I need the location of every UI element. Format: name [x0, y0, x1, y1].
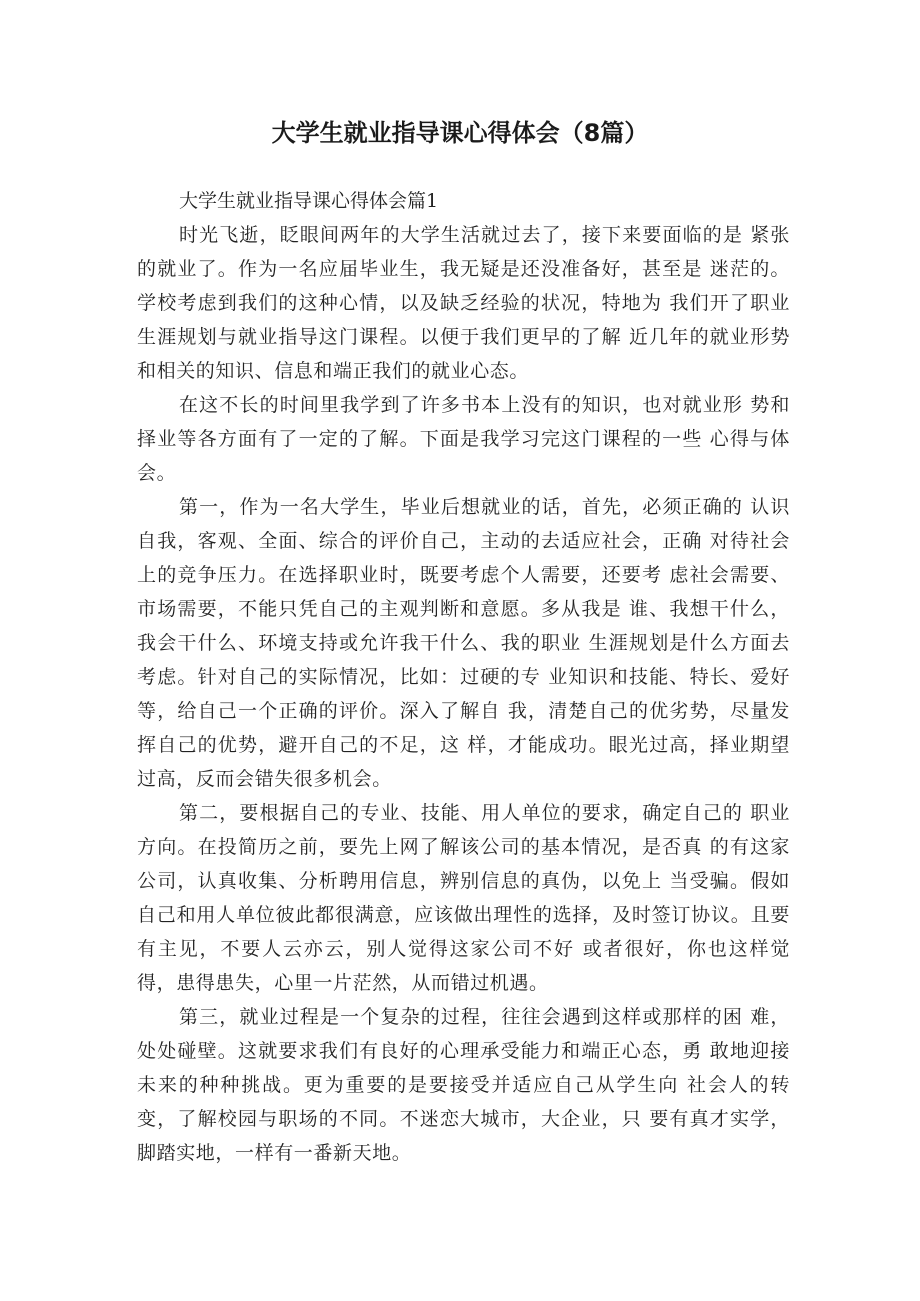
paragraph-2: 在这不长的时间里我学到了许多书本上没有的知识，也对就业形 势和择业等各方面有了一定的了解。下面是我学习完这门课程的一些 心得与体会。 [137, 394, 790, 484]
paragraph-3: 第一，作为一名大学生，毕业后想就业的话，首先，必须正确的 认识自我，客观、全面、综合的评价自己，主动的去适应社会，正确 对待社会上的竞争压力。在选择职业时，既要考虑个人需要，还要考 虑社会需要、市场需要，不能只凭自己的主观判断和意愿。多从我是 谁、我想干什么，我会干什么、环境支持或允许我干什么、我的职业 生涯规划是什么方面去考虑。针对自己的实际情况，比如：过硬的专 业知识和技能、特长、爱好等，给自己一个正确的评价。深入了解自 我，清楚自己的优劣势，尽量发挥自己的优势，避开自己的不足，这 样，才能成功。眼光过高，择业期望过高，反而会错失很多机会。 [137, 496, 790, 790]
paragraph-4: 第二，要根据自己的专业、技能、用人单位的要求，确定自己的 职业方向。在投简历之前，要先上网了解该公司的基本情况，是否真 的有这家公司，认真收集、分析聘用信息，辨别信息的真伪，以免上 当受骗。假如自己和用人单位彼此都很满意，应该做出理性的选择，及时签订协议。且要有主见，不要人云亦云，别人觉得这家公司不好 或者很好，你也这样觉得，患得患失，心里一片茫然，从而错过机遇。 [137, 802, 790, 994]
paragraph-1: 时光飞逝，眨眼间两年的大学生活就过去了，接下来要面临的是 紧张的就业了。作为一名应届毕业生，我无疑是还没准备好，甚至是 迷茫的。学校考虑到我们的这种心情，以及缺乏经验的状况，特地为 我们开了职业生涯规划与就业指导这门课程。以便于我们更早的了解 近几年的就业形势和相关的知识、信息和端正我们的就业心态。 [137, 224, 790, 382]
document-title: 大学生就业指导课心得体会（8篇） [271, 119, 649, 147]
paragraph-5: 第三，就业过程是一个复杂的过程，往往会遇到这样或那样的困 难，处处碰壁。这就要求我们有良好的心理承受能力和端正心态，勇 敢地迎接未来的种种挑战。更为重要的是要接受并适应自己从学生向 社会人的转变，了解校园与职场的不同。不迷恋大城市，大企业，只 要有真才实学，脚踏实地，一样有一番新天地。 [137, 1006, 790, 1164]
document-body [137, 184, 790, 1170]
section-heading: 大学生就业指导课心得体会篇1 [179, 190, 439, 212]
